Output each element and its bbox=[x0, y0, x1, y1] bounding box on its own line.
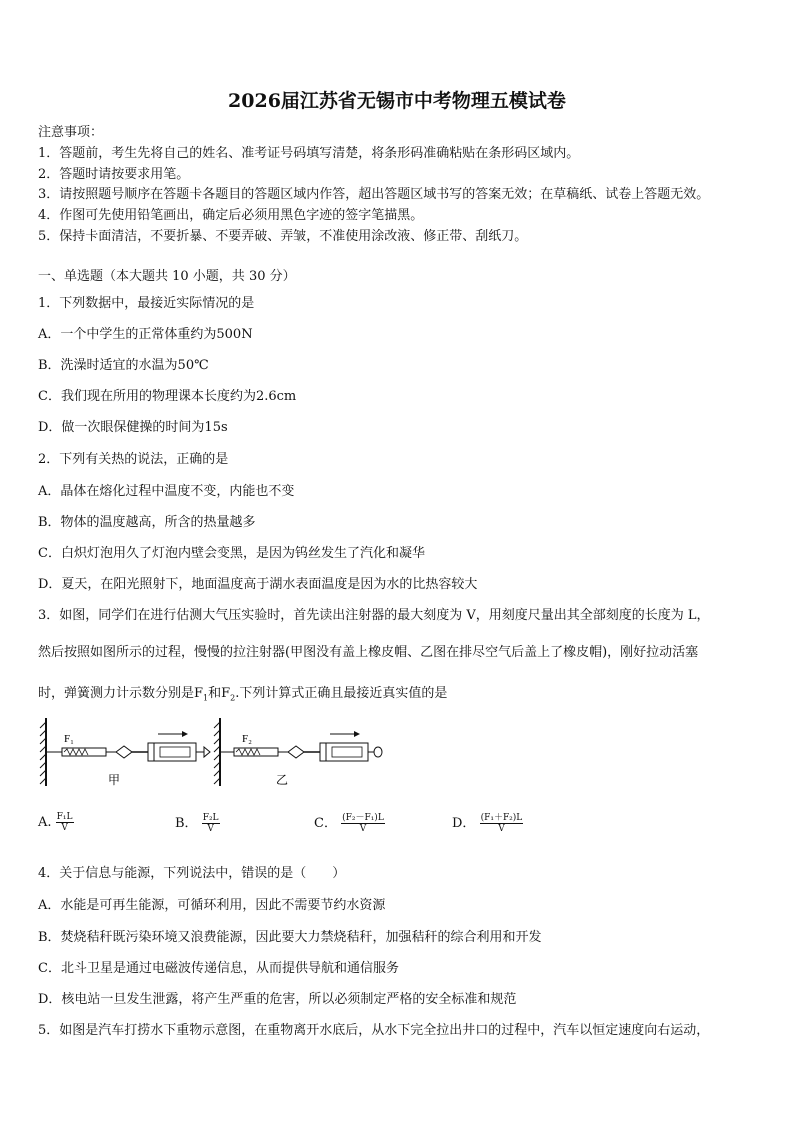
question-4-option-d: D．核电站一旦发生泄露，将产生严重的危害，所以必须制定严格的安全标准和规范 bbox=[38, 992, 517, 1007]
question-5-stem: 5．如图是汽车打捞水下重物示意图，在重物离开水底后，从水下完全拉出井口的过程中，汽车以恒定速度向右运动， bbox=[38, 1023, 710, 1038]
question-3-option-d: D． $\frac{\text{(F₁＋F₂)L}}{V}$ bbox=[452, 813, 523, 834]
question-4-option-b: B．焚烧秸秆既污染环境又浪费能源，因此要大力禁烧秸秆，加强秸秆的综合利用和开发 bbox=[38, 930, 542, 945]
question-4-stem: 4．关于信息与能源，下列说法中，错误的是（ ） bbox=[38, 866, 346, 881]
syringe-2 bbox=[304, 743, 382, 761]
question-2-option-d: D．夏天，在阳光照射下，地面温度高于湖水表面温度是因为水的比热容较大 bbox=[38, 577, 478, 592]
question-1-option-d: D．做一次眼保健操的时间为15s bbox=[38, 420, 228, 435]
question-2-option-a: A．晶体在熔化过程中温度不变，内能也不变 bbox=[38, 484, 295, 499]
question-3-option-c: C． $\frac{\text{(F₂－F₁)L}}{V}$ bbox=[314, 813, 384, 834]
notice-item: 4．作图可先使用铅笔画出，确定后必须用黑色字迹的签字笔描黑。 bbox=[38, 208, 424, 223]
notice-item: 5．保持卡面清洁，不要折暴、不要弄破、弄皱，不准使用涂改液、修正带、刮纸刀。 bbox=[38, 229, 528, 244]
question-3-option-b: B． $\frac{\text{F₂L}}{V}$ bbox=[175, 813, 219, 834]
force-label-f2: F₂ bbox=[242, 733, 252, 745]
question-2-stem: 2．下列有关热的说法，正确的是 bbox=[38, 452, 229, 467]
syringe-1 bbox=[132, 743, 210, 761]
notice-item: 3．请按照题号顺序在答题卡各题目的答题区域内作答，超出答题区域书写的答案无效；在草稿纸、试卷上答题无效。 bbox=[38, 187, 710, 202]
spring-scale-2 bbox=[220, 748, 288, 756]
question-3-line-3: 时，弹簧测力计示数分别是$F_1$和$F_2$.下列计算式正确且最接近真实值的是 bbox=[38, 686, 448, 703]
force-label-f1: F₁ bbox=[64, 733, 74, 745]
notice-item: 2．答题时请按要求用笔。 bbox=[38, 167, 190, 182]
notice-heading: 注意事项： bbox=[38, 125, 104, 140]
syringe-experiment-figure bbox=[36, 714, 386, 792]
notice-item: 1．答题前，考生先将自己的姓名、准考证号码填写清楚，将条形码准确粘贴在条形码区域内。 bbox=[38, 146, 580, 161]
page-title: 2026届江苏省无锡市中考物理五模试卷 bbox=[228, 90, 566, 112]
figure-label-jia: 甲 bbox=[108, 773, 121, 787]
question-4-option-c: C．北斗卫星是通过电磁波传递信息，从而提供导航和通信服务 bbox=[38, 961, 399, 976]
question-2-option-b: B．物体的温度越高，所含的热量越多 bbox=[38, 515, 256, 530]
wall-left bbox=[40, 718, 46, 786]
figure-label-yi: 乙 bbox=[276, 773, 289, 787]
question-3-line-2: 然后按照如图所示的过程，慢慢的拉注射器(甲图没有盖上橡皮帽、乙图在排尽空气后盖上了橡皮帽)，刚好拉动活塞 bbox=[38, 645, 699, 660]
section-heading: 一、单选题（本大题共 10 小题，共 30 分） bbox=[38, 269, 296, 284]
wall-right bbox=[214, 718, 220, 786]
question-3-option-a: A. $\frac{\text{F₁L}}{V}$ bbox=[38, 812, 73, 833]
question-2-option-c: C．白炽灯泡用久了灯泡内壁会变黑，是因为钨丝发生了汽化和凝华 bbox=[38, 546, 425, 561]
question-1-option-c: C．我们现在所用的物理课本长度约为2.6cm bbox=[38, 389, 297, 404]
question-4-option-a: A．水能是可再生能源，可循环利用，因此不需要节约水资源 bbox=[38, 898, 386, 913]
question-1-option-b: B．洗澡时适宜的水温为50℃ bbox=[38, 358, 209, 373]
question-1-option-a: A．一个中学生的正常体重约为500N bbox=[38, 327, 253, 342]
spring-scale-1 bbox=[46, 748, 116, 756]
question-1-stem: 1．下列数据中，最接近实际情况的是 bbox=[38, 296, 255, 311]
question-3-line-1: 3．如图，同学们在进行估测大气压实验时，首先读出注射器的最大刻度为 V，用刻度尺量出其全部刻度的长度为 L， bbox=[38, 608, 710, 623]
